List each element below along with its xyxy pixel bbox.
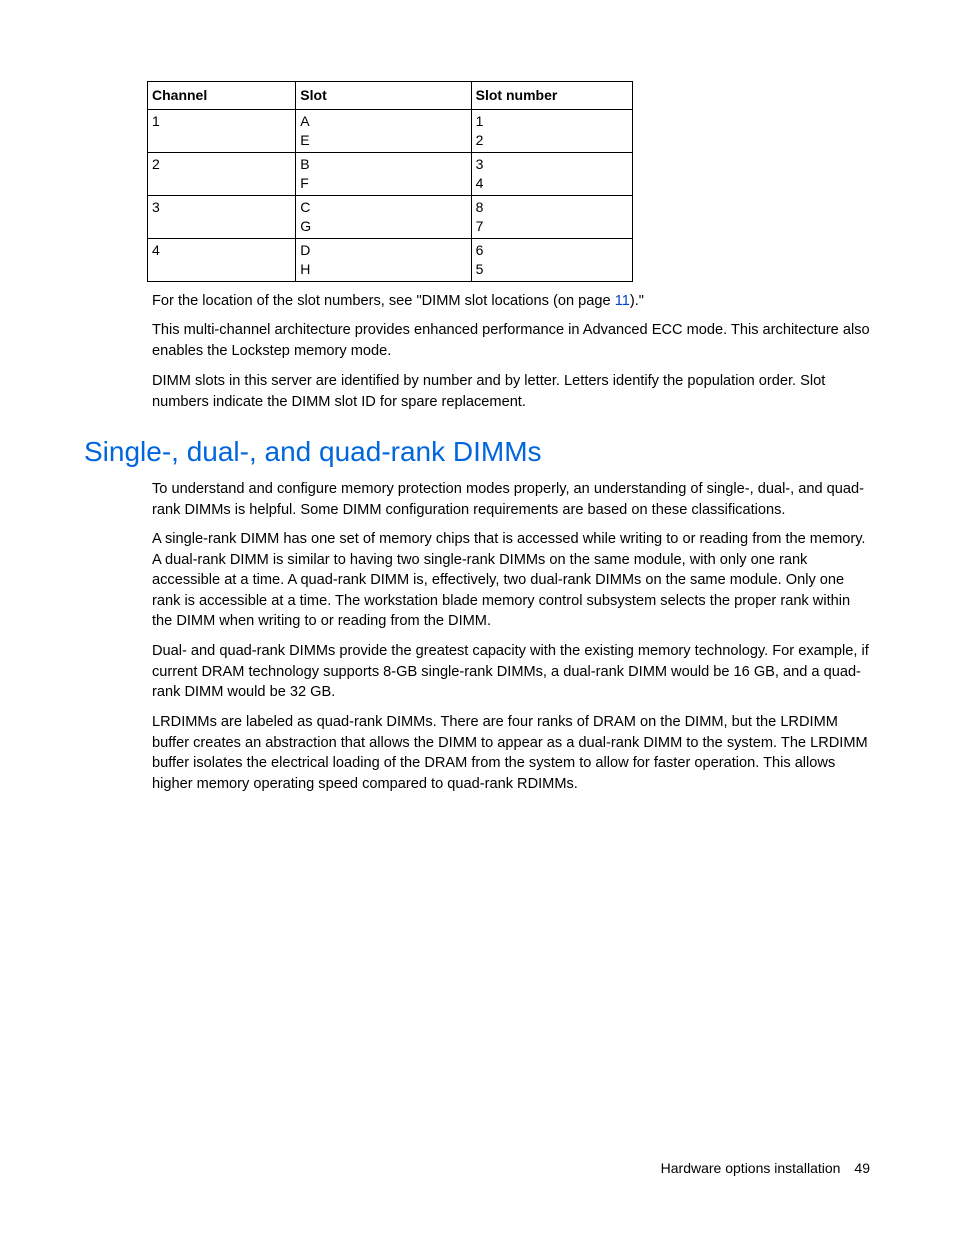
slot-location-text-end: )." bbox=[629, 293, 644, 309]
header-slot: Slot bbox=[296, 82, 471, 110]
slot-cell bbox=[296, 110, 471, 153]
slot-number: 7 bbox=[475, 218, 484, 234]
slot-location-text: For the location of the slot numbers, see "DIMM slot locations (on page bbox=[152, 293, 615, 309]
slot-cell bbox=[296, 196, 471, 239]
slot-cell bbox=[296, 239, 471, 282]
header-channel: Channel bbox=[148, 82, 296, 110]
channel-cell: 1 bbox=[148, 110, 296, 153]
slot-number: 1 bbox=[475, 113, 484, 129]
table-header-row bbox=[148, 82, 633, 110]
slot-letter: C bbox=[300, 199, 311, 215]
slot-letter: G bbox=[300, 218, 312, 234]
slot-letter: B bbox=[300, 156, 310, 172]
slot-number-cell bbox=[471, 239, 632, 282]
body-paragraph: Dual- and quad-rank DIMMs provide the greatest capacity with the existing memory technology. For example, if current DRAM technology supports 8-GB single-rank DIMMs, a dual-rank DIMM would be 16 GB, and a quad-rank DIMM would be 32 GB. bbox=[152, 643, 869, 700]
footer-section-name: Hardware options installation bbox=[660, 1160, 841, 1176]
channel-cell: 3 bbox=[148, 196, 296, 239]
slot-number-cell bbox=[471, 196, 632, 239]
table-row bbox=[148, 196, 633, 239]
slot-number: 4 bbox=[475, 175, 484, 191]
page-reference-link[interactable]: 11 bbox=[614, 293, 630, 309]
slot-letter: D bbox=[300, 242, 311, 258]
slot-letter: F bbox=[300, 175, 309, 191]
section-heading: Single-, dual-, and quad-rank DIMMs bbox=[84, 436, 542, 467]
header-slot-number: Slot number bbox=[471, 82, 632, 110]
slot-number: 6 bbox=[475, 242, 484, 258]
table-row bbox=[148, 153, 633, 196]
slot-number: 5 bbox=[475, 261, 484, 277]
slot-letter: E bbox=[300, 132, 310, 148]
slot-location-paragraph bbox=[152, 291, 872, 312]
body-paragraph: A single-rank DIMM has one set of memory chips that is accessed while writing to or reading from the memory. A dual-rank DIMM is similar to having two single-rank DIMMs on the same module, with only one rank accessible at a time. A quad-rank DIMM is, effectively, two dual-rank DIMMs on the same module. Only one rank is accessible at a time. The workstation blade memory control subsystem selects the proper rank within the DIMM when writing to or reading from the DIMM. bbox=[152, 531, 866, 629]
body-paragraph: LRDIMMs are labeled as quad-rank DIMMs. There are four ranks of DRAM on the DIMM, but the LRDIMM buffer creates an abstraction that allows the DIMM to appear as a dual-rank DIMM to the system. The LRDIMM buffer isolates the electrical loading of the DRAM from the system to allow for faster operation. This allows higher memory operating speed compared to quad-rank RDIMMs. bbox=[152, 714, 868, 792]
slot-number: 8 bbox=[475, 199, 484, 215]
architecture-paragraph: This multi-channel architecture provides enhanced performance in Advanced ECC mode. This architecture also enables the Lockstep memory mode. bbox=[152, 322, 870, 359]
slot-letter: A bbox=[300, 113, 310, 129]
page-footer bbox=[661, 1158, 870, 1178]
channel-cell: 4 bbox=[148, 239, 296, 282]
slot-number-cell bbox=[471, 153, 632, 196]
slot-letter: H bbox=[300, 261, 311, 277]
slot-identification-paragraph: DIMM slots in this server are identified by number and by letter. Letters identify the population order. Slot numbers indicate the DIMM slot ID for spare replacement. bbox=[152, 373, 826, 410]
slot-cell bbox=[296, 153, 471, 196]
table-row bbox=[148, 110, 633, 153]
slot-mapping-table bbox=[147, 81, 633, 282]
slot-number: 3 bbox=[475, 156, 484, 172]
channel-cell: 2 bbox=[148, 153, 296, 196]
table-row bbox=[148, 239, 633, 282]
slot-number: 2 bbox=[475, 132, 484, 148]
body-paragraph: To understand and configure memory protection modes properly, an understanding of single-, dual-, and quad-rank DIMMs is helpful. Some DIMM configuration requirements are based on these classifications. bbox=[152, 481, 865, 518]
page-number: 49 bbox=[854, 1160, 870, 1176]
slot-number-cell bbox=[471, 110, 632, 153]
